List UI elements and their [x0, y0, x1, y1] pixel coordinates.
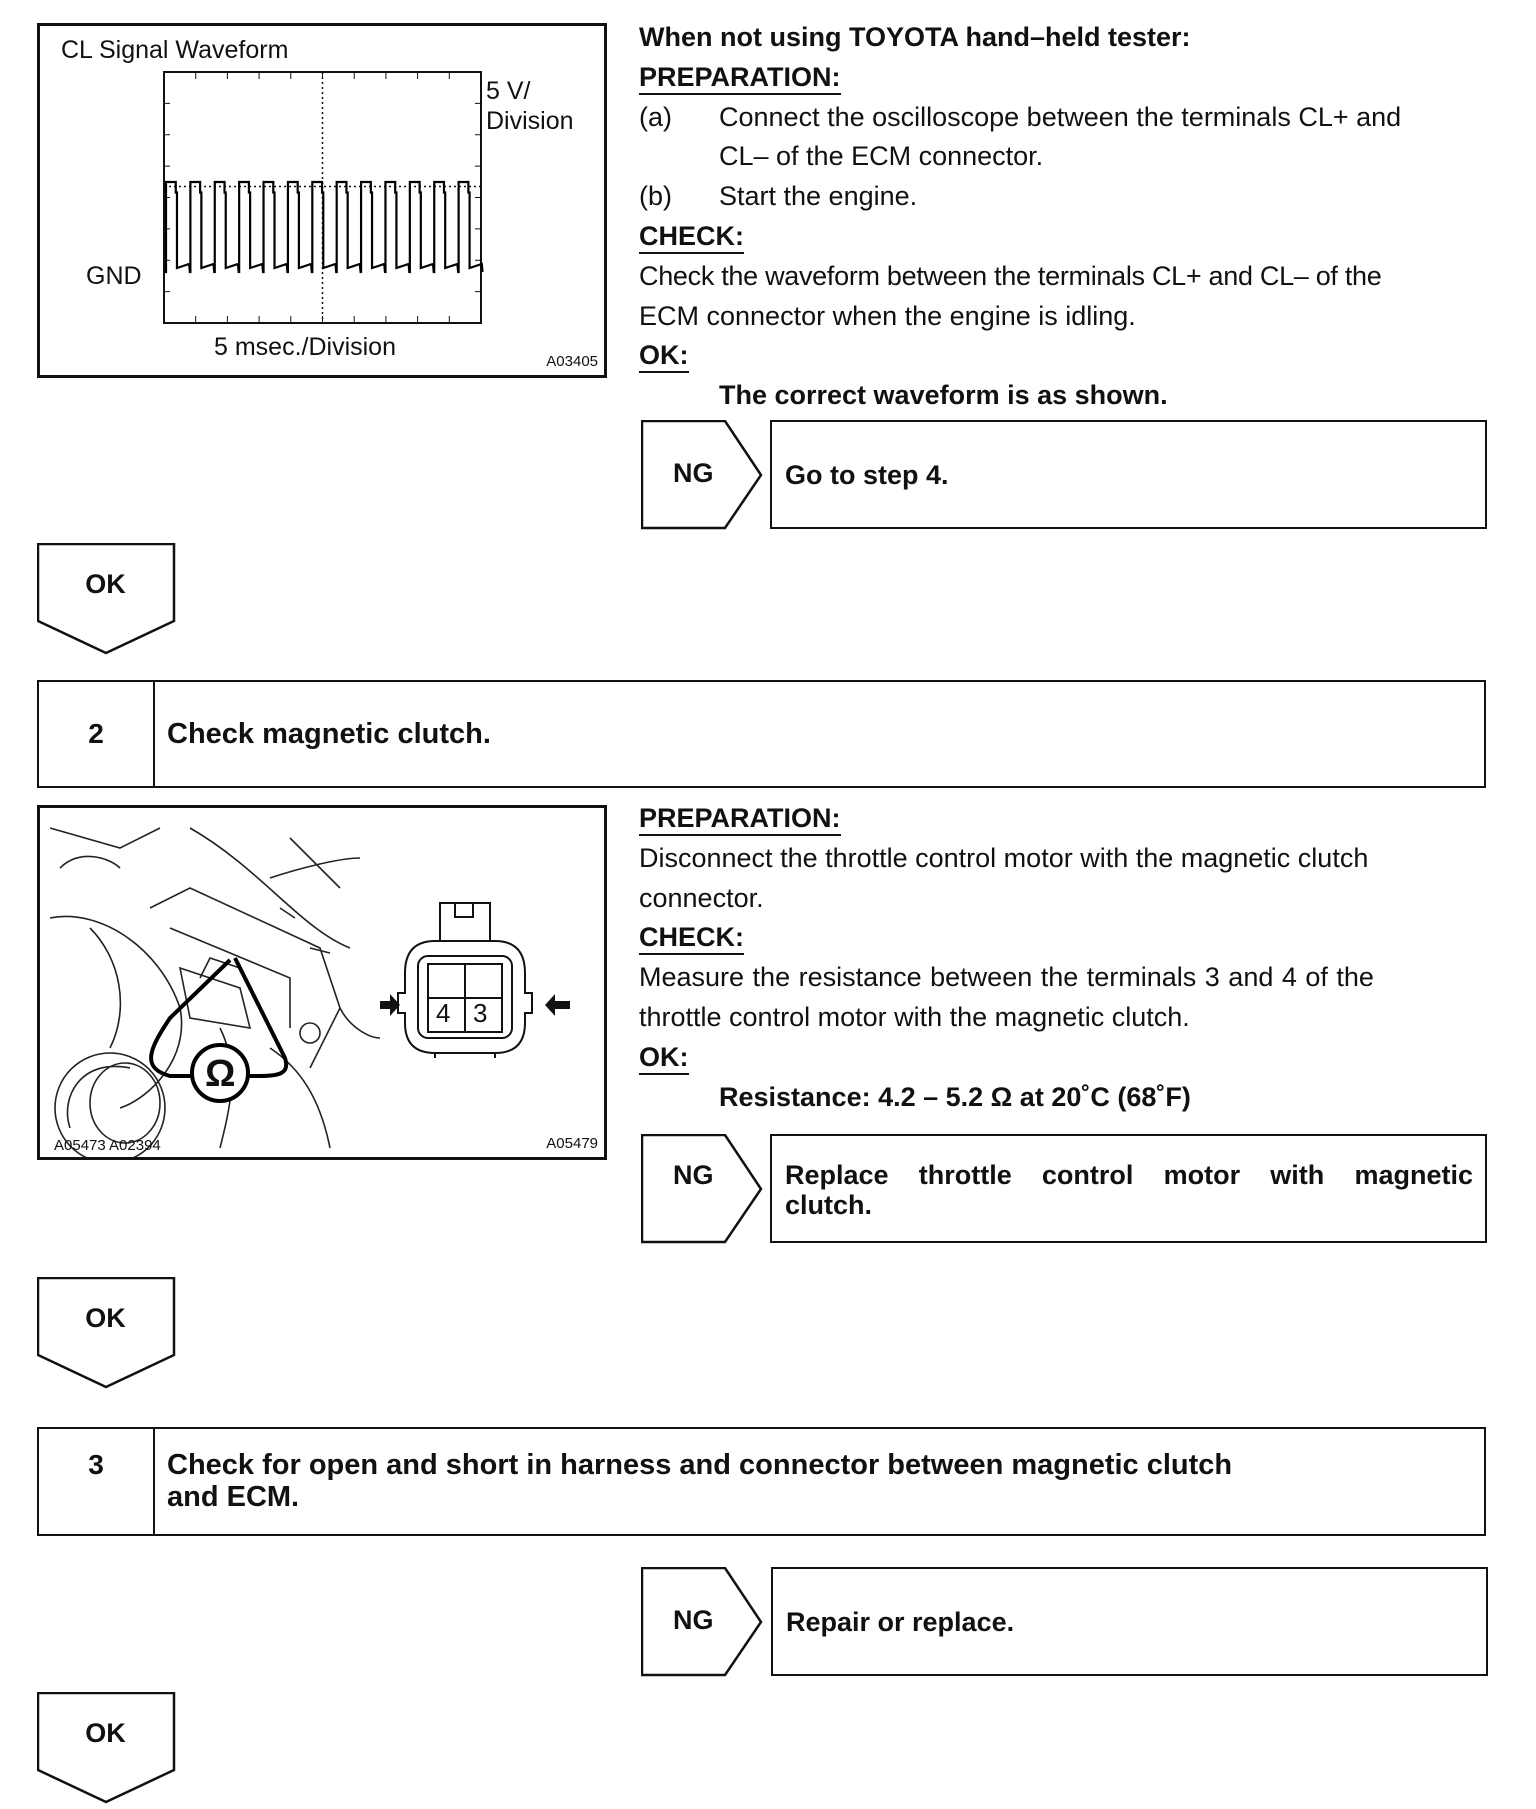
magnetic-clutch-figure — [37, 805, 607, 1160]
terminal-4-label: 4 — [436, 998, 451, 1028]
ng-result-box — [770, 1134, 1487, 1243]
step-title: Check magnetic clutch. — [167, 718, 491, 750]
ok-spec: Resistance: 4.2 – 5.2 Ω at 20˚C (68˚F) — [719, 1081, 1191, 1112]
prep-item-b-line1: Start the engine. — [719, 181, 918, 212]
x-scale-label: 5 msec./Division — [214, 333, 396, 361]
y-scale-label: 5 V/ Division — [486, 77, 574, 135]
figure-code: A03405 — [546, 353, 598, 370]
step1-heading: When not using TOYOTA hand–held tester: — [639, 22, 1191, 52]
check-label: CHECK: — [639, 922, 744, 955]
cl-signal-trace — [164, 182, 483, 272]
step-number: 2 — [39, 682, 155, 786]
step1-instructions — [639, 18, 1487, 416]
ok-spec: The correct waveform is as shown. — [719, 380, 1168, 411]
check-line-1: Check the waveform between the terminals CL+ and CL– of the — [639, 260, 1382, 291]
check-label: CHECK: — [639, 221, 744, 254]
step2-instructions — [639, 799, 1487, 1117]
gnd-label: GND — [86, 262, 142, 290]
ok-branch-arrow[interactable]: OK — [37, 543, 176, 655]
ok-label: OK: — [639, 340, 689, 373]
check-line-1: Measure the resistance between the terminals 3 and 4 of the — [639, 962, 1374, 993]
ng-result-box — [771, 1567, 1488, 1676]
cl-waveform-figure — [37, 23, 607, 378]
ng-branch-arrow[interactable]: NG — [641, 1567, 763, 1677]
step-title: Check for open and short in harness and connector between magnetic clutch and ECM. — [167, 1449, 1233, 1513]
figure-code-left: A05473 A02394 — [54, 1137, 161, 1154]
ng-branch-arrow[interactable]: NG — [641, 420, 763, 530]
ok-branch-arrow[interactable]: OK — [37, 1277, 176, 1389]
ok-label: OK: — [639, 1042, 689, 1075]
figure-code-right: A05479 — [546, 1135, 598, 1152]
ok-branch-arrow[interactable]: OK — [37, 1692, 176, 1804]
ng-result-text: Repair or replace. — [786, 1607, 1015, 1637]
prep-item-a-line1: Connect the oscilloscope between the terminals CL+ and — [719, 101, 1402, 132]
preparation-label: PREPARATION: — [639, 803, 841, 836]
ng-result-text: Go to step 4. — [785, 460, 949, 490]
prep-line-1: Disconnect the throttle control motor with the magnetic clutch — [639, 842, 1369, 873]
ng-result-line-2: clutch. — [785, 1190, 873, 1220]
step2-header — [37, 680, 1486, 788]
check-line-2: throttle control motor with the magnetic clutch. — [639, 1001, 1190, 1032]
preparation-label: PREPARATION: — [639, 62, 841, 95]
step3-header — [37, 1427, 1486, 1536]
ng-result-box — [770, 420, 1487, 529]
terminal-3-label: 3 — [473, 998, 488, 1028]
check-line-2: ECM connector when the engine is idling. — [639, 300, 1136, 331]
step-number: 3 — [39, 1429, 155, 1534]
prep-marker-a: (a) — [639, 101, 672, 132]
ng-branch-arrow[interactable]: NG — [641, 1134, 763, 1244]
prep-item-a-line2: CL– of the ECM connector. — [719, 141, 1044, 172]
prep-marker-b: (b) — [639, 181, 672, 212]
figure-title: CL Signal Waveform — [61, 36, 289, 64]
connector-diagram — [380, 898, 570, 1058]
ohm-meter-symbol: Ω — [205, 1053, 236, 1095]
oscilloscope-grid — [40, 26, 606, 377]
prep-line-2: connector. — [639, 882, 764, 913]
ng-result-line-1: Replace throttle control motor with magnetic — [785, 1160, 1473, 1190]
